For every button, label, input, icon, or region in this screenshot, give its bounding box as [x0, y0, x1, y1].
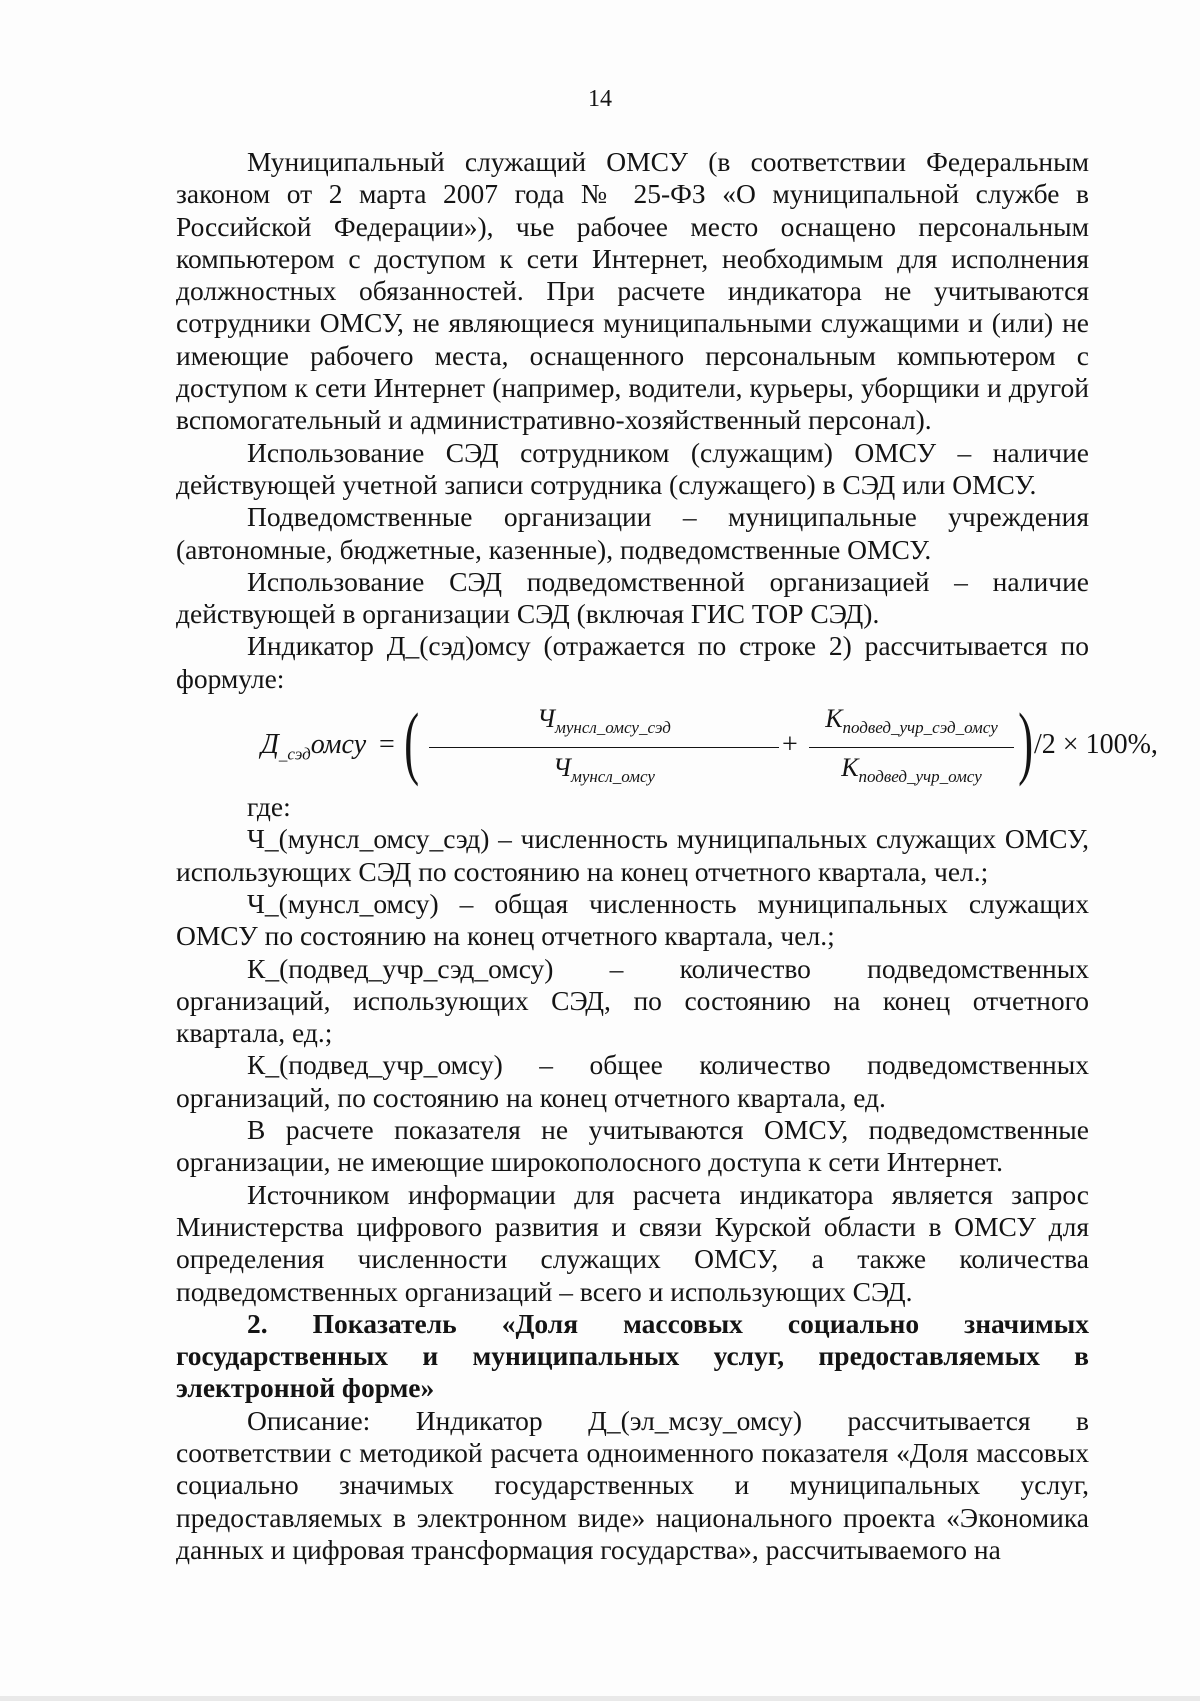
page-number: 14 — [588, 86, 612, 112]
formula-left-paren: ( — [404, 696, 420, 788]
section-heading-indicator-2: 2. Показатель «Доля массовых социально значимых государственных и муниципальных услуг, предоставляемых в электронной форме» — [176, 1307, 1089, 1404]
paragraph-information-source: Источником информации для расчета индикатора является запрос Министерства цифрового развития и связи Курской области в ОМСУ для определения численности служащих ОМСУ, а также количества подведомственных организаций – всего и использующих СЭД. — [176, 1178, 1089, 1307]
formula-fraction-servants-denominator: $Ч_{мунсл\_омсу}$ — [553, 752, 655, 786]
formula-fraction-servants-numerator: $Ч_{мунсл\_омсу\_сэд}$ — [429, 703, 779, 747]
formula-right-paren: ) — [1018, 696, 1034, 788]
formula-fraction-organizations-denominator: $К_{подвед\_учр\_омсу}$ — [841, 752, 982, 786]
definition-organizations-using-sed: К_(подвед_учр_сэд_омсу) – количество подведомственных организаций, использующих СЭД, по состоянию на конец отчетного квартала, ед.; — [176, 952, 1089, 1049]
formula-fraction-servants — [429, 703, 779, 793]
definition-servants-total: Ч_(мунсл_омсу) – общая численность муниципальных служащих ОМСУ по состоянию на конец отчетного квартала, чел.; — [176, 887, 1089, 952]
formula-fraction-organizations-numerator: $К_{подвед\_учр\_сэд\_омсу}$ — [809, 703, 1014, 747]
where-label: где: — [247, 791, 291, 823]
definition-servants-using-sed: Ч_(мунсл_омсу_сэд) – численность муниципальных служащих ОМСУ, использующих СЭД по состоянию на конец отчетного квартала, чел.; — [176, 823, 1089, 887]
paragraph-exclusions: В расчете показателя не учитываются ОМСУ, подведомственные организации, не имеющие широкополосного доступа к сети Интернет. — [176, 1114, 1089, 1178]
paragraph-indicator-2-description: Описание: Индикатор Д_(эл_мсзу_омсу) рассчитывается в соответствии с методикой расчета одноименного показателя «Доля массовых социально значимых государственных и муниципальных услуг, предоставляемых в электронном виде» национального проекта «Экономика данных и цифровая трансформация государства», рассчитываемого на — [176, 1404, 1089, 1565]
paragraph-sed-use-by-employee: Использование СЭД сотрудником (служащим) ОМСУ – наличие действующей учетной записи сотрудника (служащего) в СЭД или ОМСУ. — [176, 436, 1089, 500]
paragraph-indicator-formula-intro: Индикатор Д_(сэд)омсу (отражается по строке 2) рассчитывается по формуле: — [176, 630, 1089, 694]
paragraph-subordinate-organizations: Подведомственные организации – муниципальные учреждения (автономные, бюджетные, казенные), подведомственные ОМСУ. — [176, 501, 1089, 565]
formula-lhs: $Д_{\_сэд}омсу$ — [261, 729, 367, 764]
formula-fraction-organizations — [809, 703, 1014, 793]
page-bottom-edge — [0, 1696, 1200, 1701]
indicator-formula — [176, 696, 1158, 791]
definition-organizations-total: К_(подвед_учр_омсу) – общее количество подведомственных организаций, по состоянию на конец отчетного квартала, ед. — [176, 1049, 1089, 1113]
paragraph-sed-use-by-organization: Использование СЭД подведомственной организацией – наличие действующей в организации СЭД (включая ГИС ТОР СЭД). — [176, 565, 1089, 630]
formula-tail: /2 × 100%, — [1034, 729, 1158, 761]
document-body — [176, 146, 1158, 1566]
formula-plus: + — [782, 729, 798, 761]
paragraph-municipal-servant-definition: Муниципальный служащий ОМСУ (в соответствии Федеральным законом от 2 марта 2007 года № 25-ФЗ «О муниципальной службе в Российской Федерации»), чье рабочее место оснащено персональным компьютером с доступом к сети Интернет, необходимым для исполнения должностных обязанностей. При расчете индикатора не учитываются сотрудники ОМСУ, не являющиеся муниципальными служащими и (или) не имеющие рабочего места, оснащенного персональным компьютером с доступом к сети Интернет (например, водители, курьеры, уборщики и другой вспомогательный и административно-хозяйственный персонал). — [176, 146, 1089, 436]
formula-equals: = — [379, 729, 395, 761]
